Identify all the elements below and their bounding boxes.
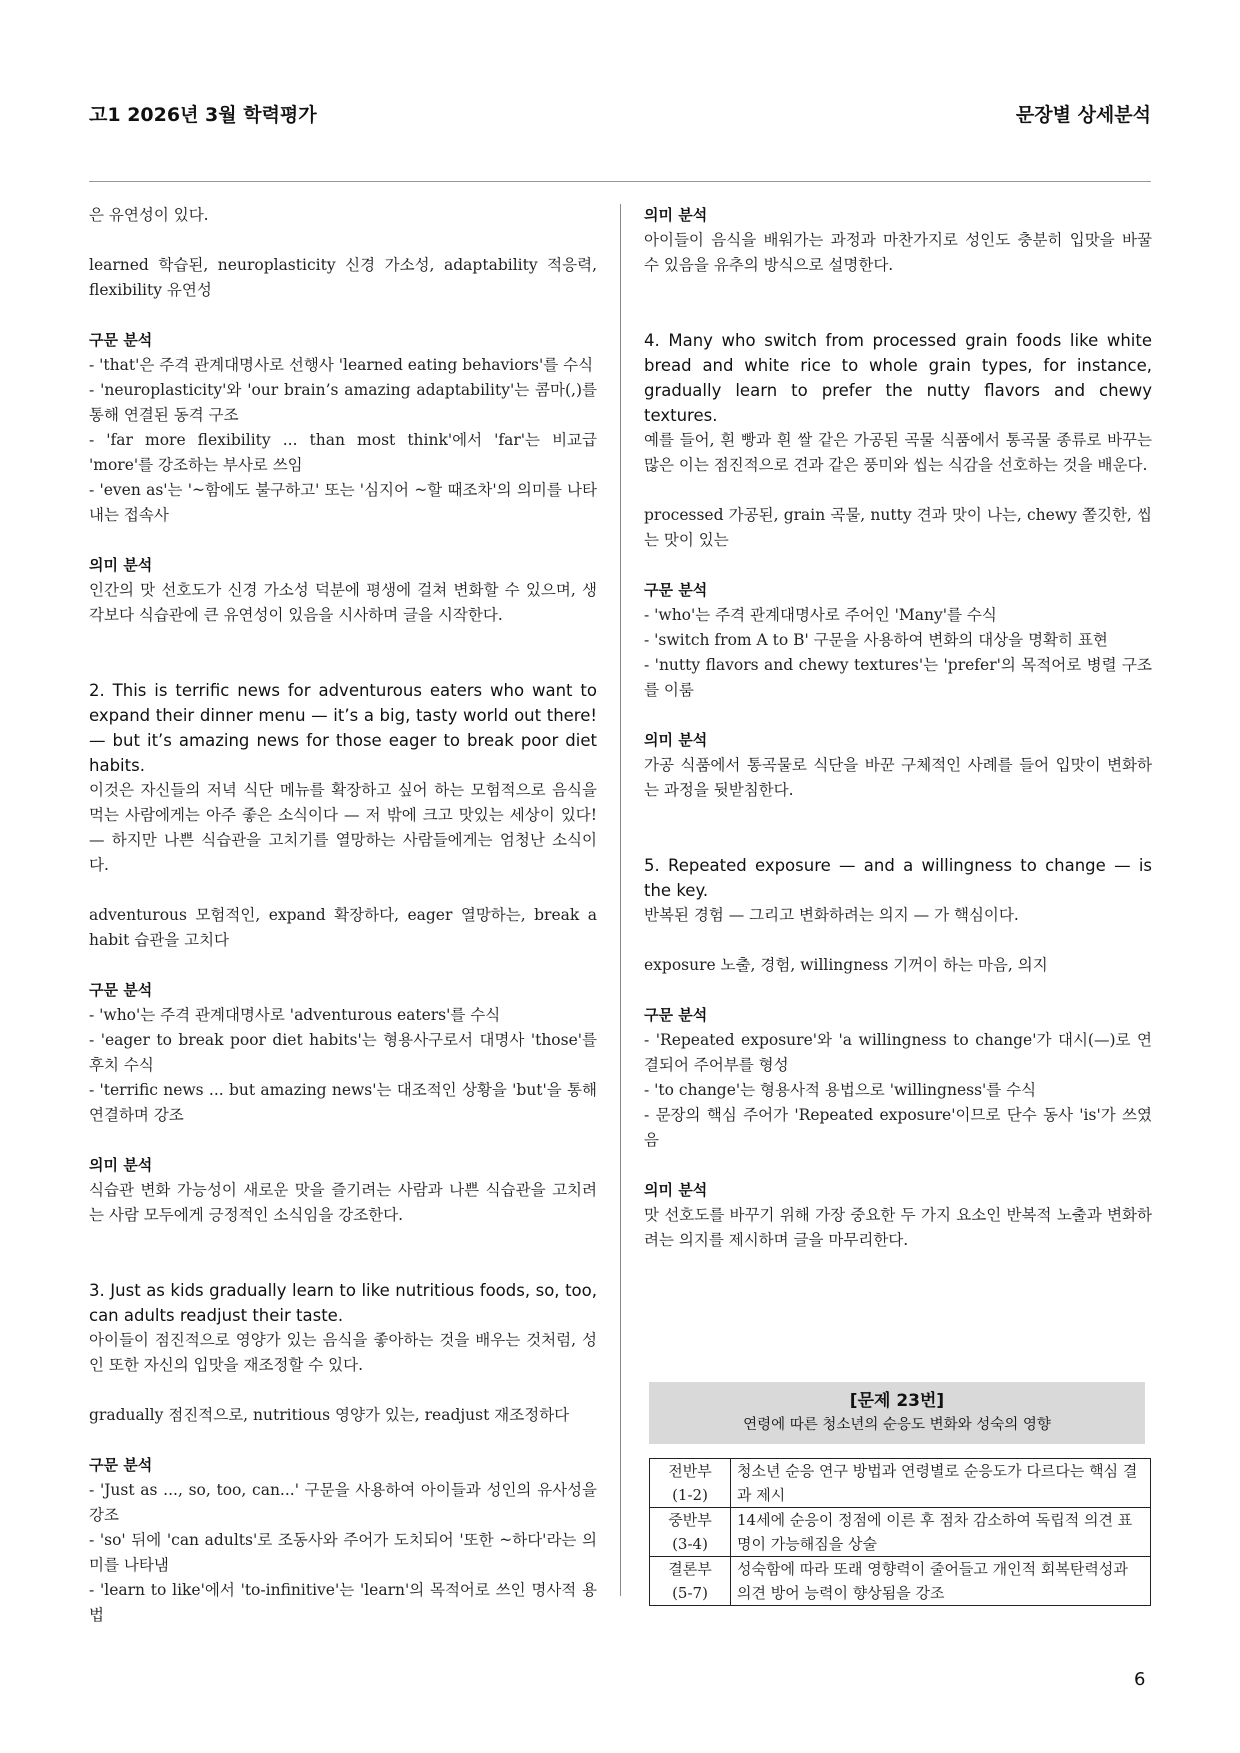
s4-english: 4. Many who switch from processed grain foods like white bread and white rice to whole grain types, for instance, gradually learn to prefer the nutty flavors and chewy textures.: [644, 331, 1152, 425]
s2-vocab: adventurous 모험적인, expand 확장하다, eager 열망하는, break a habit 습관을 고치다: [89, 906, 597, 949]
problem-summary-box: [649, 1382, 1145, 1606]
s2-syntax-item: - 'eager to break poor diet habits'는 형용사구로서 대명사 'those'를 후치 수식: [89, 1031, 597, 1074]
s3-vocab: gradually 점진적으로, nutritious 영양가 있는, readjust 재조정하다: [89, 1406, 570, 1424]
right-column: [644, 203, 1152, 1253]
s3-english: 3. Just as kids gradually learn to like nutritious foods, so, too, can adults readjust their taste.: [89, 1281, 597, 1325]
s1-syntax-item: - 'neuroplasticity'와 'our brain’s amazing adaptability'는 콤마(,)를 통해 연결된 동격 구조: [89, 381, 597, 424]
s5-syntax-heading: 구문 분석: [644, 1006, 708, 1024]
s3-korean: 아이들이 점진적으로 영양가 있는 음식을 좋아하는 것을 배우는 것처럼, 성인 또한 자신의 입맛을 재조정할 수 있다.: [89, 1331, 597, 1374]
s5-meaning: 맛 선호도를 바꾸기 위해 가장 중요한 두 가지 요소인 반복적 노출과 변화하려는 의지를 제시하며 글을 마무리한다.: [644, 1206, 1152, 1249]
row-summary: 청소년 순응 연구 방법과 연령별로 순응도가 다르다는 핵심 결과 제시: [731, 1459, 1151, 1508]
s2-syntax-heading: 구문 분석: [89, 981, 153, 999]
row-range: (1-2): [672, 1486, 708, 1504]
s1-vocab: learned 학습된, neuroplasticity 신경 가소성, adaptability 적응력, flexibility 유연성: [89, 256, 597, 299]
s3-syntax-item: - 'learn to like'에서 'to-infinitive'는 'learn'의 목적어로 쓰인 명사적 용법: [89, 1581, 597, 1624]
s3-meaning-heading: 의미 분석: [644, 206, 708, 224]
row-label: 전반부: [668, 1462, 712, 1480]
s2-meaning: 식습관 변화 가능성이 새로운 맛을 즐기려는 사람과 나쁜 식습관을 고치려는 사람 모두에게 긍정적인 소식임을 강조한다.: [89, 1181, 597, 1224]
problem-subtitle: 연령에 따른 청소년의 순응도 변화와 성숙의 영향: [743, 1417, 1051, 1433]
s1-meaning: 인간의 맛 선호도가 신경 가소성 덕분에 평생에 걸쳐 변화할 수 있으며, 생각보다 식습관에 큰 유연성이 있음을 시사하며 글을 시작한다.: [89, 581, 597, 624]
s4-syntax-heading: 구문 분석: [644, 581, 708, 599]
row-label-cell: [650, 1508, 731, 1557]
s5-syntax-item: - 'to change'는 형용사적 용법으로 'willingness'를 수식: [644, 1081, 1037, 1099]
s2-syntax-item: - 'who'는 주격 관계대명사로 'adventurous eaters'를 수식: [89, 1006, 501, 1024]
s1-syntax-item: - 'that'은 주격 관계대명사로 선행사 'learned eating behaviors'를 수식: [89, 356, 594, 374]
s1-syntax-heading: 구문 분석: [89, 331, 153, 349]
s1-meaning-heading: 의미 분석: [89, 556, 153, 574]
s4-syntax-item: - 'who'는 주격 관계대명사로 주어인 'Many'를 수식: [644, 606, 997, 624]
row-label: 결론부: [668, 1560, 712, 1578]
row-summary: 성숙함에 따라 또래 영향력이 줄어들고 개인적 회복탄력성과 의견 방어 능력이 향상됨을 강조: [731, 1557, 1151, 1606]
s5-syntax-item: - 문장의 핵심 주어가 'Repeated exposure'이므로 단수 동사 'is'가 쓰였음: [644, 1106, 1152, 1149]
s4-meaning: 가공 식품에서 통곡물로 식단을 바꾼 구체적인 사례를 들어 입맛이 변화하는 과정을 뒷받침한다.: [644, 756, 1152, 799]
problem-header: [649, 1382, 1145, 1444]
column-divider: [620, 204, 621, 1596]
row-label-cell: [650, 1557, 731, 1606]
section-title: 문장별 상세분석: [1015, 104, 1151, 126]
s5-korean: 반복된 경험 — 그리고 변화하려는 의지 — 가 핵심이다.: [644, 906, 1019, 924]
s5-syntax-item: - 'Repeated exposure'와 'a willingness to change'가 대시(—)로 연결되어 주어부를 형성: [644, 1031, 1152, 1074]
exam-title: 고1 2026년 3월 학력평가: [89, 104, 317, 126]
row-range: (3-4): [672, 1535, 708, 1553]
s5-english: 5. Repeated exposure — and a willingness to change — is the key.: [644, 856, 1152, 900]
row-range: (5-7): [672, 1584, 708, 1602]
table-row: [650, 1459, 1151, 1508]
row-label: 중반부: [668, 1511, 712, 1529]
s3-meaning: 아이들이 음식을 배워가는 과정과 마찬가지로 성인도 충분히 입맛을 바꿀 수 있음을 유추의 방식으로 설명한다.: [644, 231, 1152, 274]
intro-tail: 은 유연성이 있다.: [89, 206, 209, 224]
s4-syntax-item: - 'nutty flavors and chewy textures'는 'prefer'의 목적어로 병렬 구조를 이룸: [644, 656, 1152, 699]
s4-vocab: processed 가공된, grain 곡물, nutty 견과 맛이 나는, chewy 쫄깃한, 씹는 맛이 있는: [644, 506, 1152, 549]
row-summary: 14세에 순응이 정점에 이른 후 점차 감소하여 독립적 의견 표명이 가능해짐을 상술: [731, 1508, 1151, 1557]
s5-vocab: exposure 노출, 경험, willingness 기꺼이 하는 마음, 의지: [644, 956, 1048, 974]
s1-syntax-item: - 'far more flexibility ... than most think'에서 'far'는 비교급 'more'를 강조하는 부사로 쓰임: [89, 431, 597, 474]
page-number: 6: [1134, 1669, 1146, 1690]
row-label-cell: [650, 1459, 731, 1508]
page-header: [89, 100, 1151, 130]
s2-syntax-item: - 'terrific news ... but amazing news'는 대조적인 상황을 'but'을 통해 연결하며 강조: [89, 1081, 597, 1124]
left-column: [89, 203, 597, 1628]
s5-meaning-heading: 의미 분석: [644, 1181, 708, 1199]
s4-syntax-item: - 'switch from A to B' 구문을 사용하여 변화의 대상을 명확히 표현: [644, 631, 1108, 649]
s3-syntax-heading: 구문 분석: [89, 1456, 153, 1474]
s1-syntax-item: - 'even as'는 '~함에도 불구하고' 또는 '심지어 ~할 때조차'의 의미를 나타내는 접속사: [89, 481, 597, 524]
problem-title: [문제 23번]: [849, 1391, 945, 1411]
table-row: [650, 1508, 1151, 1557]
s3-syntax-item: - 'so' 뒤에 'can adults'로 조동사와 주어가 도치되어 '또한 ~하다'라는 의미를 나타냄: [89, 1531, 597, 1574]
s4-korean: 예를 들어, 흰 빵과 흰 쌀 같은 가공된 곡물 식품에서 통곡물 종류로 바꾸는 많은 이는 점진적으로 견과 같은 풍미와 씹는 식감을 선호하는 것을 배운다.: [644, 431, 1152, 474]
s4-meaning-heading: 의미 분석: [644, 731, 708, 749]
s2-korean: 이것은 자신들의 저녁 식단 메뉴를 확장하고 싶어 하는 모험적으로 음식을 먹는 사람에게는 아주 좋은 소식이다 — 저 밖에 크고 맛있는 세상이 있다! — 하지만 나쁜 식습관을 고치기를 열망하는 사람들에게는 엄청난 소식이다.: [89, 781, 597, 874]
s2-english: 2. This is terrific news for adventurous eaters who want to expand their dinner menu — it’s a big, tasty world out there! — but it’s amazing news for those eager to break poor diet habits.: [89, 681, 597, 775]
s3-syntax-item: - 'Just as ..., so, too, can...' 구문을 사용하여 아이들과 성인의 유사성을 강조: [89, 1481, 597, 1524]
summary-table: [649, 1458, 1151, 1606]
s2-meaning-heading: 의미 분석: [89, 1156, 153, 1174]
header-divider: [89, 181, 1151, 182]
table-row: [650, 1557, 1151, 1606]
